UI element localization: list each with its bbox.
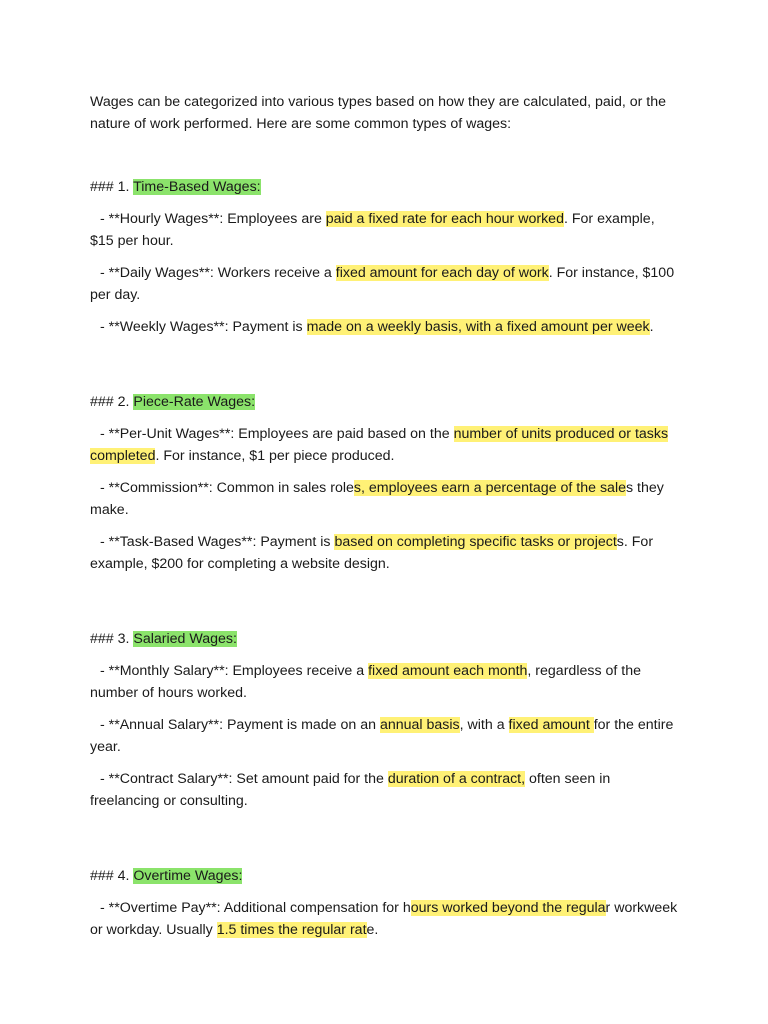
section-salaried bbox=[90, 628, 680, 812]
item-text: for the entire year. bbox=[90, 717, 674, 755]
section-heading bbox=[90, 176, 680, 198]
item-text: - **Commission**: Common in sales role bbox=[100, 480, 354, 496]
item-text: often seen in freelancing or consulting. bbox=[90, 771, 611, 809]
intro-paragraph: Wages can be categorized into various types based on how they are calculated, paid, or the nature of work performed. Here are some common types of wages: bbox=[90, 94, 666, 132]
highlighted-text: fixed amount for each day of work bbox=[335, 265, 549, 281]
heading-prefix: ### 4. bbox=[90, 868, 134, 884]
item-text: . bbox=[649, 319, 654, 335]
list-item bbox=[90, 660, 680, 704]
highlighted-text: ours worked beyond the regula bbox=[410, 900, 606, 916]
highlighted-text: based on completing specific tasks or project bbox=[334, 534, 617, 550]
item-text: . For instance, $1 per piece produced. bbox=[155, 448, 395, 464]
section-heading bbox=[90, 628, 680, 650]
item-text: . For example, $15 per hour. bbox=[90, 211, 655, 249]
list-item bbox=[90, 262, 680, 306]
list-item bbox=[90, 768, 680, 812]
item-text: - **Annual Salary**: Payment is made on an bbox=[100, 717, 380, 733]
heading-prefix: ### 3. bbox=[90, 631, 134, 647]
item-text: - **Per-Unit Wages**: Employees are paid based on the bbox=[100, 426, 454, 442]
item-text: - **Daily Wages**: Workers receive a bbox=[100, 265, 336, 281]
list-item bbox=[90, 423, 680, 467]
highlighted-text: duration of a contract, bbox=[387, 771, 526, 787]
list-item bbox=[90, 477, 680, 521]
item-text: . For instance, $100 per day. bbox=[90, 265, 675, 303]
item-text: - **Hourly Wages**: Employees are bbox=[100, 211, 326, 227]
highlighted-text: s, employees earn a percentage of the sale bbox=[353, 480, 626, 496]
heading-prefix: ### 2. bbox=[90, 394, 134, 410]
list-item bbox=[90, 897, 680, 941]
highlighted-text: paid a fixed rate for each hour worked bbox=[325, 211, 564, 227]
highlighted-text: fixed amount each month bbox=[368, 663, 528, 679]
item-text: - **Monthly Salary**: Employees receive a bbox=[100, 663, 369, 679]
highlighted-text: 1.5 times the regular rat bbox=[216, 922, 367, 938]
highlighted-text: number of units produced or tasks completed bbox=[90, 426, 669, 464]
heading-title: Salaried Wages: bbox=[133, 631, 237, 647]
section-piece-rate bbox=[90, 391, 680, 575]
highlighted-text: fixed amount bbox=[508, 717, 594, 733]
item-text: - **Task-Based Wages**: Payment is bbox=[100, 534, 335, 550]
item-text: e. bbox=[366, 922, 379, 938]
section-overtime bbox=[90, 865, 680, 941]
heading-title: Overtime Wages: bbox=[133, 868, 243, 884]
highlighted-text: annual basis bbox=[379, 717, 460, 733]
heading-title: Time-Based Wages: bbox=[133, 179, 261, 195]
item-text: - **Overtime Pay**: Additional compensation for h bbox=[100, 900, 411, 916]
document-page bbox=[90, 91, 680, 951]
item-text: , with a bbox=[459, 717, 509, 733]
item-text: , regardless of the number of hours worked. bbox=[90, 663, 641, 701]
heading-title: Piece-Rate Wages: bbox=[133, 394, 256, 410]
list-item bbox=[90, 714, 680, 758]
item-text: - **Contract Salary**: Set amount paid for the bbox=[100, 771, 388, 787]
list-item bbox=[90, 208, 680, 252]
section-time-based bbox=[90, 176, 680, 338]
item-text: r workweek or workday. Usually bbox=[90, 900, 678, 938]
item-text: s they make. bbox=[90, 480, 664, 518]
highlighted-text: made on a weekly basis, with a fixed amount per week bbox=[306, 319, 650, 335]
item-text: - **Weekly Wages**: Payment is bbox=[100, 319, 307, 335]
heading-prefix: ### 1. bbox=[90, 179, 134, 195]
item-text: s. For example, $200 for completing a website design. bbox=[90, 534, 654, 572]
list-item bbox=[90, 316, 680, 338]
list-item bbox=[90, 531, 680, 575]
section-heading bbox=[90, 391, 680, 413]
section-heading bbox=[90, 865, 680, 887]
